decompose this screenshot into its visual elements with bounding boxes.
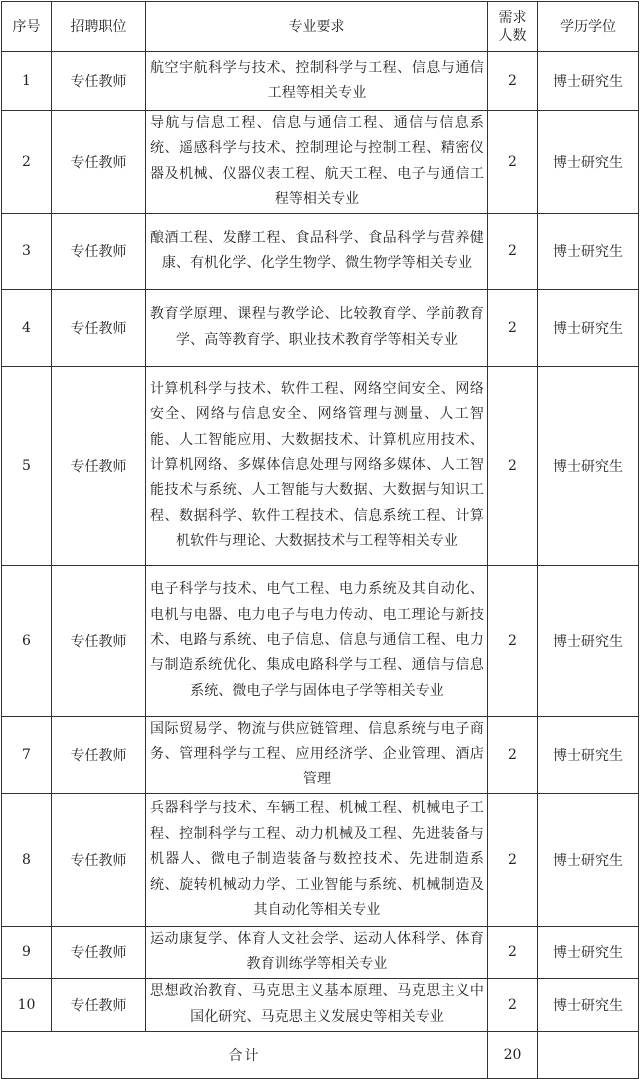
row-position: 专任教师 (52, 565, 146, 716)
row-index: 2 (2, 111, 52, 214)
row-index: 10 (2, 978, 52, 1031)
row-requirement: 计算机科学与技术、软件工程、网络空间安全、网络安全、网络与信息安全、网络管理与测量、人工智能、人工智能应用、大数据技术、计算机应用技术、计算机网络、多媒体信息处理与网络多媒体、人工智能技术与系统、人工智能与大数据、大数据与知识工程、数据科学、软件工程技术、信息系统工程、计算机软件与理论、大数据技术与工程等相关专业 (146, 366, 488, 565)
table-row (2, 565, 639, 716)
row-position: 专任教师 (52, 366, 146, 565)
row-index: 1 (2, 52, 52, 111)
row-demand: 2 (488, 793, 538, 926)
table-row (2, 111, 639, 214)
header-demand (488, 2, 538, 52)
row-demand: 2 (488, 926, 538, 978)
row-index: 5 (2, 366, 52, 565)
header-demand-line2: 人数 (498, 27, 527, 44)
row-demand: 2 (488, 213, 538, 289)
row-degree: 博士研究生 (538, 793, 639, 926)
row-degree: 博士研究生 (538, 289, 639, 366)
table-row (2, 366, 639, 565)
row-index: 4 (2, 289, 52, 366)
row-degree: 博士研究生 (538, 926, 639, 978)
row-position: 专任教师 (52, 213, 146, 289)
table-row (2, 52, 639, 111)
row-requirement: 电子科学与技术、电气工程、电力系统及其自动化、电机与电器、电力电子与电力传动、电工理论与新技术、电路与系统、电子信息、信息与通信工程、电力与制造系统优化、集成电路科学与工程、通信与信息系统、微电子学与固体电子学等相关专业 (146, 565, 488, 716)
row-degree: 博士研究生 (538, 565, 639, 716)
header-demand-line1: 需求 (498, 9, 527, 26)
total-row (2, 1031, 639, 1078)
row-degree: 博士研究生 (538, 716, 639, 793)
row-position: 专任教师 (52, 111, 146, 214)
table-row (2, 978, 639, 1031)
row-degree: 博士研究生 (538, 978, 639, 1031)
table-row (2, 716, 639, 793)
row-requirement: 教育学原理、课程与教学论、比较教育学、学前教育学、高等教育学、职业技术教育学等相关专业 (146, 289, 488, 366)
row-index: 9 (2, 926, 52, 978)
row-index: 7 (2, 716, 52, 793)
total-demand: 20 (488, 1031, 538, 1078)
row-demand: 2 (488, 978, 538, 1031)
header-requirement: 专业要求 (146, 2, 488, 52)
row-demand: 2 (488, 716, 538, 793)
row-index: 8 (2, 793, 52, 926)
table-row (2, 926, 639, 978)
row-requirement: 航空宇航科学与技术、控制科学与工程、信息与通信工程等相关专业 (146, 52, 488, 111)
header-row (2, 2, 639, 52)
row-demand: 2 (488, 111, 538, 214)
row-index: 6 (2, 565, 52, 716)
row-requirement: 酿酒工程、发酵工程、食品科学、食品科学与营养健康、有机化学、化学生物学、微生物学等相关专业 (146, 213, 488, 289)
row-demand: 2 (488, 366, 538, 565)
row-demand: 2 (488, 52, 538, 111)
total-label: 合计 (2, 1031, 488, 1078)
row-requirement: 国际贸易学、物流与供应链管理、信息系统与电子商务、管理科学与工程、应用经济学、企业管理、酒店管理 (146, 716, 488, 793)
row-position: 专任教师 (52, 793, 146, 926)
recruitment-table (1, 1, 639, 1079)
header-position: 招聘职位 (52, 2, 146, 52)
total-degree (538, 1031, 639, 1078)
row-degree: 博士研究生 (538, 366, 639, 565)
row-position: 专任教师 (52, 716, 146, 793)
row-requirement: 运动康复学、体育人文社会学、运动人体科学、体育教育训练学等相关专业 (146, 926, 488, 978)
row-position: 专任教师 (52, 978, 146, 1031)
row-degree: 博士研究生 (538, 52, 639, 111)
row-demand: 2 (488, 289, 538, 366)
table-row (2, 213, 639, 289)
row-demand: 2 (488, 565, 538, 716)
row-position: 专任教师 (52, 926, 146, 978)
row-position: 专任教师 (52, 289, 146, 366)
row-index: 3 (2, 213, 52, 289)
table-row (2, 289, 639, 366)
row-degree: 博士研究生 (538, 213, 639, 289)
header-degree: 学历学位 (538, 2, 639, 52)
row-degree: 博士研究生 (538, 111, 639, 214)
row-requirement: 思想政治教育、马克思主义基本原理、马克思主义中国化研究、马克思主义发展史等相关专业 (146, 978, 488, 1031)
row-position: 专任教师 (52, 52, 146, 111)
table-row (2, 793, 639, 926)
header-index: 序号 (2, 2, 52, 52)
row-requirement: 导航与信息工程、信息与通信工程、通信与信息系统、遥感科学与技术、控制理论与控制工程、精密仪器及机械、仪器仪表工程、航天工程、电子与通信工程等相关专业 (146, 111, 488, 214)
row-requirement: 兵器科学与技术、车辆工程、机械工程、机械电子工程、控制科学与工程、动力机械及工程、先进装备与机器人、微电子制造装备与数控技术、先进制造系统、旋转机械动力学、工业智能与系统、机械制造及其自动化等相关专业 (146, 793, 488, 926)
